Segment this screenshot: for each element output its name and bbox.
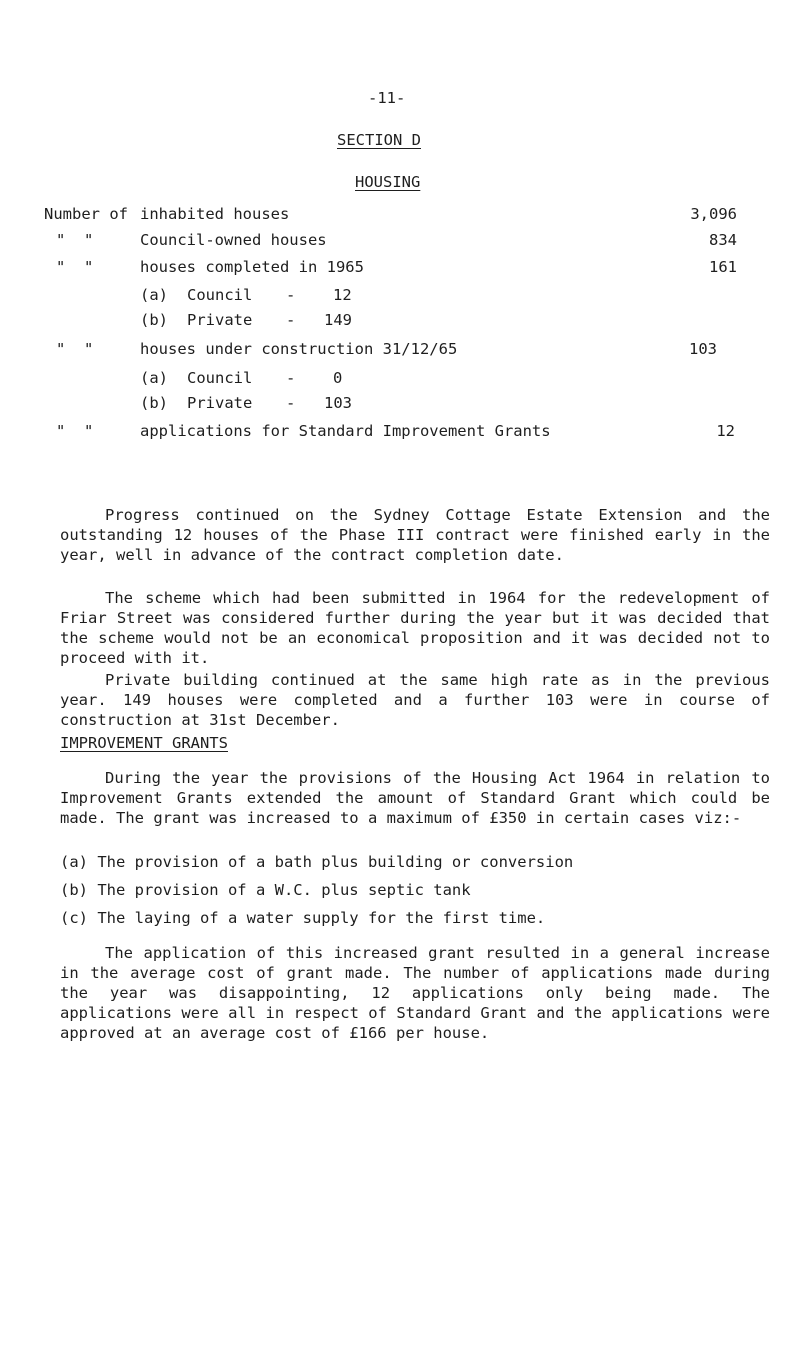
paragraph-improvement-closing: The application of this increased grant resulted in a general increase in the average cost of grant made. The number of applications made during the year was disappointing, 12 applications only being made. The applications were all in respect of Standard Grant and the applications were approved at an average cost of £166 per house. bbox=[60, 944, 770, 1042]
stat-value: 161 bbox=[709, 258, 737, 276]
breakdown-name: Private bbox=[187, 311, 253, 329]
breakdown-name: Council bbox=[187, 369, 253, 387]
improvement-item: (a) The provision of a bath plus building or conversion bbox=[60, 853, 574, 871]
breakdown-name: Private bbox=[187, 394, 253, 412]
stat-value: 103 bbox=[689, 340, 717, 358]
stat-value: 3,096 bbox=[690, 205, 737, 223]
breakdown-value: 0 bbox=[333, 369, 343, 387]
stat-ditto: " " bbox=[56, 231, 94, 249]
breakdown-dash: - bbox=[286, 394, 296, 412]
stat-label: inhabited houses bbox=[140, 205, 290, 223]
breakdown-value: 12 bbox=[333, 286, 352, 304]
breakdown-dash: - bbox=[286, 311, 296, 329]
paragraph-progress: Progress continued on the Sydney Cottage Estate Extension and the outstanding 12 houses of the Phase III contract were finished early in the year, well in advance of the contract completion date. bbox=[60, 506, 770, 564]
breakdown-dash: - bbox=[286, 286, 296, 304]
page-heading: HOUSING bbox=[355, 173, 421, 191]
breakdown-key: (b) bbox=[140, 311, 168, 329]
paragraph-private-building: Private building continued at the same high rate as in the previous year. 149 houses were completed and a further 103 were in course of construction at 31st December. bbox=[60, 671, 770, 729]
stat-ditto: " " bbox=[56, 422, 94, 440]
stat-prefix: Number of bbox=[44, 205, 128, 223]
page-number: -11- bbox=[368, 89, 406, 107]
stat-ditto: " " bbox=[56, 258, 94, 276]
stat-label: houses under construction 31/12/65 bbox=[140, 340, 458, 358]
stat-label: houses completed in 1965 bbox=[140, 258, 364, 276]
stat-ditto: " " bbox=[56, 340, 94, 358]
breakdown-dash: - bbox=[286, 369, 296, 387]
breakdown-value: 149 bbox=[324, 311, 352, 329]
breakdown-key: (b) bbox=[140, 394, 168, 412]
improvement-grants-heading: IMPROVEMENT GRANTS bbox=[60, 734, 228, 752]
stat-value: 12 bbox=[716, 422, 735, 440]
breakdown-key: (a) bbox=[140, 369, 168, 387]
breakdown-name: Council bbox=[187, 286, 253, 304]
breakdown-value: 103 bbox=[324, 394, 352, 412]
improvement-item: (c) The laying of a water supply for the first time. bbox=[60, 909, 546, 927]
improvement-item: (b) The provision of a W.C. plus septic tank bbox=[60, 881, 471, 899]
section-title: SECTION D bbox=[337, 131, 421, 149]
paragraph-improvement-intro: During the year the provisions of the Housing Act 1964 in relation to Improvement Grants extended the amount of Standard Grant which could be made. The grant was increased to a maximum of £350 in certain cases viz:- bbox=[60, 769, 770, 827]
paragraph-friar-street: The scheme which had been submitted in 1964 for the redevelopment of Friar Street was considered further during the year but it was decided that the scheme would not be an economical proposition and it was decided not to proceed with it. bbox=[60, 589, 770, 667]
stat-label: applications for Standard Improvement Grants bbox=[140, 422, 551, 440]
breakdown-key: (a) bbox=[140, 286, 168, 304]
stat-label: Council-owned houses bbox=[140, 231, 327, 249]
stat-value: 834 bbox=[709, 231, 737, 249]
